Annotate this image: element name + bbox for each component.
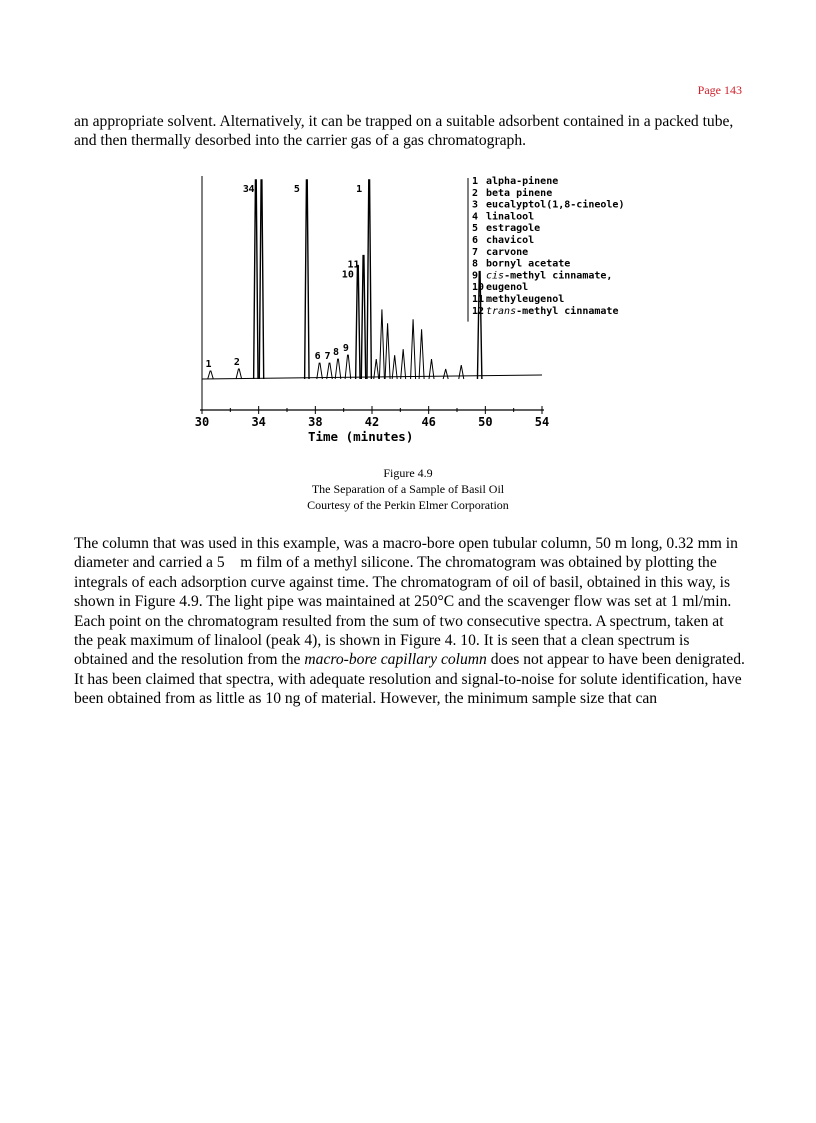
legend-item-8: bornyl acetate: [486, 258, 571, 270]
minor-peak-9: [443, 369, 448, 379]
minor-peak-5: [401, 349, 406, 379]
peak-10: [356, 266, 360, 379]
peak-12: [367, 180, 371, 379]
legend-num-2: 2: [472, 187, 479, 199]
legend-layer: [468, 175, 624, 322]
legend-item-12: trans-methyl cinnamate: [486, 305, 619, 317]
peak-label-7: 7: [324, 351, 331, 363]
chromatogram-chart: [190, 172, 630, 450]
minor-peak-3: [385, 323, 390, 379]
minor-peak-10: [459, 365, 464, 379]
figure-title: The Separation of a Sample of Basil Oil: [311, 482, 505, 496]
legend-item-5: estragole: [486, 223, 541, 235]
peak-8: [335, 359, 341, 379]
peak-label-1: 1: [205, 359, 212, 371]
axis-layer: [195, 406, 549, 444]
peak-6: [317, 363, 323, 379]
peak-label-9: 9: [342, 343, 349, 355]
peak-label-5: 5: [293, 184, 300, 195]
legend-num-3: 3: [472, 199, 479, 211]
minor-peak-4: [392, 355, 397, 379]
legend-item-2: beta pinene: [486, 187, 553, 199]
figure-credit: Courtesy of the Perkin Elmer Corporation: [307, 498, 509, 512]
x-tick-label-42: 42: [364, 415, 380, 429]
peak-3: [254, 180, 258, 379]
peak-label-layer: [205, 184, 362, 370]
figure-label: Figure 4.9: [383, 466, 433, 480]
x-tick-label-34: 34: [251, 415, 266, 429]
x-axis-label: Time (minutes): [307, 429, 414, 444]
legend-item-10: eugenol: [486, 282, 529, 294]
peak-label-4: 4: [248, 184, 255, 195]
paragraph-intro: an appropriate solvent. Alternatively, it can be trapped on a suitable adsorbent contained in a packed tube, and then thermally desorbed into the carrier gas of a gas chromatograph.: [74, 113, 734, 150]
peak-2: [236, 369, 242, 379]
legend-item-1: alpha-pinene: [486, 176, 559, 187]
x-tick-label-30: 30: [194, 415, 210, 429]
legend-item-9: cis-methyl cinnamate,: [486, 270, 613, 282]
peak-5: [305, 180, 309, 379]
x-tick-label-50: 50: [478, 415, 493, 429]
paragraph-main-italic: macro-bore capillary column: [304, 651, 487, 669]
minor-peak-6: [411, 319, 416, 379]
legend-item-6: chavicol: [486, 235, 535, 246]
peak-label-12: 1: [356, 184, 363, 195]
peak-9: [345, 355, 351, 379]
legend-num-12: 12: [472, 305, 485, 317]
page-number: Page 143: [697, 83, 742, 97]
x-tick-label-46: 46: [421, 415, 436, 429]
peak-label-6: 6: [314, 351, 321, 363]
paragraph-main: [74, 534, 746, 709]
legend-num-4: 4: [472, 211, 479, 223]
legend-num-10: 10: [472, 282, 485, 294]
peak-7: [327, 363, 333, 379]
minor-peak-7: [419, 329, 424, 379]
legend-num-5: 5: [472, 223, 479, 235]
minor-peak-2: [379, 309, 384, 379]
legend-item-7: carvone: [486, 246, 529, 258]
legend-num-9: 9: [472, 270, 479, 282]
peak-label-11: 11: [347, 259, 360, 271]
minor-peak-1: [374, 359, 379, 379]
peak-label-10: 10: [341, 269, 354, 281]
x-tick-label-54: 54: [534, 415, 550, 429]
peak-label-8: 8: [332, 347, 340, 359]
legend-num-6: 6: [472, 235, 479, 246]
paragraph-main-text-1: The column that was used in this example, was a macro-bore open tubular column, 50 m long, 0.32 mm in diameter and carried a 5 m film of a methyl silicone. The chromatogram was obtained by plotting the integrals of each adsorption curve against time. The chromatogram of oil of basil, obtained in this way, is shown in Figure 4.9. The light pipe was maintained at 250°C and the scavenger flow was set at 1 ml/min. Each point on the chromatogram resulted from the sum of two consecutive spectra. A spectrum, taken at the peak maximum of linalool (peak 4), is shown in Figure 4. 10. It is seen that a clean spectrum is obtained and the resolution from the: [74, 535, 738, 669]
peak-4: [259, 180, 263, 379]
legend-item-11: methyleugenol: [486, 294, 565, 305]
peak-label-2: 2: [233, 357, 240, 369]
peak-1: [208, 371, 214, 379]
figure-chromatogram: [190, 172, 630, 450]
x-tick-label-38: 38: [308, 415, 323, 429]
peak-11: [361, 256, 365, 379]
legend-num-8: 8: [472, 258, 479, 270]
paragraph-main-text-2: does not appear to have been denigrated. It has been claimed that spectra, with adequate resolution and signal-to-noise for solute identification, have been obtained from as little as 10 ng of material. However, the minimum sample size that can: [74, 651, 745, 708]
legend-num-11: 11: [472, 294, 485, 305]
legend-item-3: eucalyptol(1,8-cineole): [486, 199, 625, 211]
peak-label-3: 3: [242, 184, 249, 195]
legend-num-7: 7: [472, 246, 479, 258]
legend-item-4: linalool: [486, 211, 535, 223]
legend-num-1: 1: [472, 176, 479, 187]
